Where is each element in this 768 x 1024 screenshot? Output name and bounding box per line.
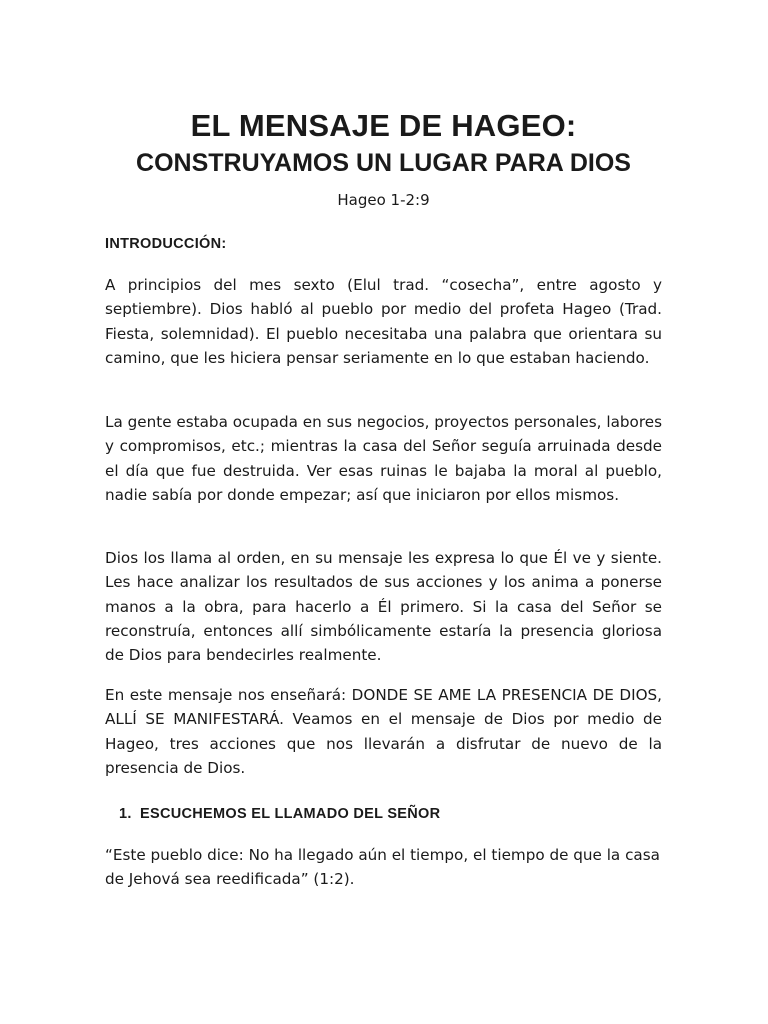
- section-1-heading: [119, 804, 440, 824]
- intro-paragraph-1: A principios del mes sexto (Elul trad. “cosecha”, entre agosto y septiembre). Dios habló al pueblo por medio del profeta Hageo (Trad. Fiesta, solemnidad). El pueblo necesitaba una palabra que orientara su camino, que les hiciera pensar seriamente en lo que estaban haciendo.: [105, 276, 662, 367]
- section-1-quote: “Este pueblo dice: No ha llegado aún el tiempo, el tiempo de que la casa de Jehová sea reedificada” (1:2).: [105, 846, 660, 889]
- section-1-number: 1.: [119, 806, 132, 822]
- document-subtitle: CONSTRUYAMOS UN LUGAR PARA DIOS: [136, 149, 631, 177]
- intro-paragraph-4: En este mensaje nos enseñará: DONDE SE AME LA PRESENCIA DE DIOS, ALLÍ SE MANIFESTARÁ. Veamos en el mensaje de Dios por medio de Hageo, tres acciones que nos llevarán a disfrutar de nuevo de la presencia de Dios.: [105, 686, 662, 777]
- intro-heading: INTRODUCCIÓN:: [105, 236, 227, 252]
- intro-paragraph-3: Dios los llama al orden, en su mensaje les expresa lo que Él ve y siente. Les hace analizar los resultados de sus acciones y los anima a ponerse manos a la obra, para hacerlo a Él primero. Si la casa del Señor se reconstruía, entonces allí simbólicamente estaría la presencia gloriosa de Dios para bendecirles realmente.: [105, 549, 662, 665]
- section-1-title: ESCUCHEMOS EL LLAMADO DEL SEÑOR: [140, 806, 441, 822]
- intro-paragraph-2: La gente estaba ocupada en sus negocios, proyectos personales, labores y compromisos, etc.; mientras la casa del Señor seguía arruinada desde el día que fue destruida. Ver esas ruinas le bajaba la moral al pueblo, nadie sabía por donde empezar; así que iniciaron por ellos mismos.: [105, 413, 662, 504]
- document-title: EL MENSAJE DE HAGEO:: [190, 108, 577, 143]
- bible-reference: Hageo 1-2:9: [337, 191, 430, 209]
